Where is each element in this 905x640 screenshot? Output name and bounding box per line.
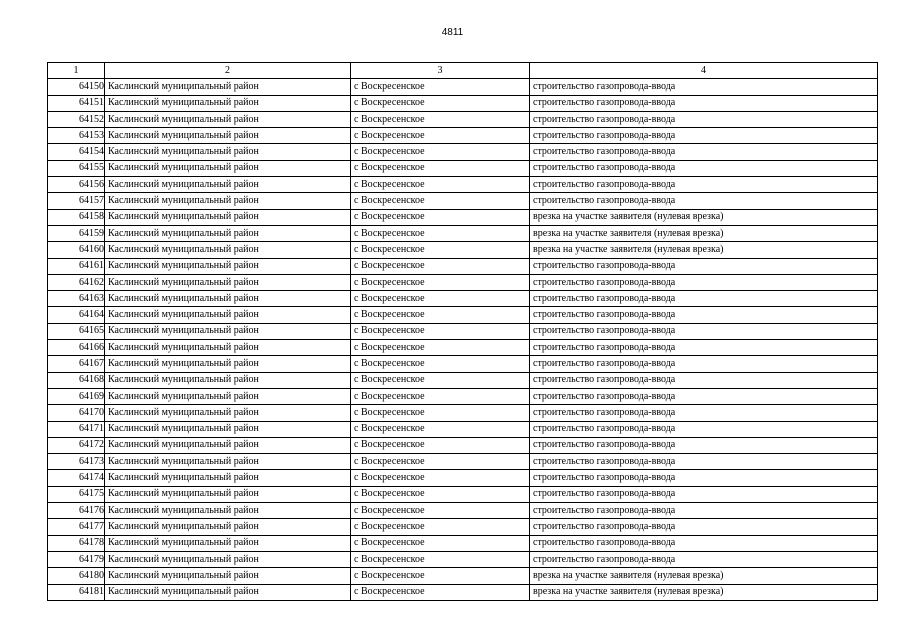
table-row [48,454,878,470]
cell-district: Каслинский муниципальный район [105,340,351,356]
cell-work-type: строительство газопровода-ввода [530,340,878,356]
cell-settlement: с Воскресенское [351,454,530,470]
cell-number: 64160 [48,242,105,258]
cell-district: Каслинский муниципальный район [105,584,351,600]
cell-settlement: с Воскресенское [351,160,530,176]
cell-number: 64166 [48,340,105,356]
cell-district: Каслинский муниципальный район [105,470,351,486]
table-row [48,437,878,453]
table-row [48,242,878,258]
cell-settlement: с Воскресенское [351,519,530,535]
table-row [48,160,878,176]
cell-number: 64173 [48,454,105,470]
cell-work-type: строительство газопровода-ввода [530,454,878,470]
cell-work-type: строительство газопровода-ввода [530,551,878,567]
cell-number: 64181 [48,584,105,600]
cell-settlement: с Воскресенское [351,307,530,323]
cell-work-type: строительство газопровода-ввода [530,323,878,339]
page-number: 4811 [441,27,464,38]
cell-number: 64159 [48,225,105,241]
cell-number: 64150 [48,79,105,95]
cell-district: Каслинский муниципальный район [105,307,351,323]
cell-district: Каслинский муниципальный район [105,225,351,241]
cell-work-type: врезка на участке заявителя (нулевая врезка) [530,225,878,241]
cell-work-type: строительство газопровода-ввода [530,193,878,209]
cell-work-type: строительство газопровода-ввода [530,486,878,502]
cell-number: 64169 [48,388,105,404]
header-col-1: 1 [48,63,105,79]
cell-number: 64162 [48,274,105,290]
cell-district: Каслинский муниципальный район [105,144,351,160]
cell-settlement: с Воскресенское [351,503,530,519]
cell-work-type: строительство газопровода-ввода [530,372,878,388]
cell-district: Каслинский муниципальный район [105,454,351,470]
cell-settlement: с Воскресенское [351,193,530,209]
cell-district: Каслинский муниципальный район [105,519,351,535]
cell-work-type: строительство газопровода-ввода [530,95,878,111]
cell-district: Каслинский муниципальный район [105,291,351,307]
table-row [48,225,878,241]
table-row [48,291,878,307]
cell-district: Каслинский муниципальный район [105,242,351,258]
cell-work-type: строительство газопровода-ввода [530,405,878,421]
cell-district: Каслинский муниципальный район [105,372,351,388]
table-row [48,535,878,551]
cell-settlement: с Воскресенское [351,225,530,241]
cell-district: Каслинский муниципальный район [105,405,351,421]
cell-number: 64161 [48,258,105,274]
cell-number: 64171 [48,421,105,437]
cell-number: 64153 [48,128,105,144]
cell-work-type: строительство газопровода-ввода [530,274,878,290]
cell-settlement: с Воскресенское [351,177,530,193]
table-row [48,372,878,388]
cell-settlement: с Воскресенское [351,470,530,486]
cell-number: 64170 [48,405,105,421]
table-row [48,405,878,421]
cell-number: 64163 [48,291,105,307]
table-row [48,323,878,339]
cell-district: Каслинский муниципальный район [105,356,351,372]
cell-settlement: с Воскресенское [351,405,530,421]
cell-district: Каслинский муниципальный район [105,177,351,193]
cell-work-type: строительство газопровода-ввода [530,177,878,193]
cell-work-type: строительство газопровода-ввода [530,160,878,176]
table-row [48,144,878,160]
cell-number: 64175 [48,486,105,502]
table-row [48,128,878,144]
cell-settlement: с Воскресенское [351,258,530,274]
table-row [48,274,878,290]
cell-settlement: с Воскресенское [351,568,530,584]
cell-work-type: врезка на участке заявителя (нулевая врезка) [530,242,878,258]
header-col-2: 2 [105,63,351,79]
cell-district: Каслинский муниципальный район [105,568,351,584]
cell-work-type: строительство газопровода-ввода [530,503,878,519]
cell-district: Каслинский муниципальный район [105,323,351,339]
cell-number: 64167 [48,356,105,372]
cell-number: 64157 [48,193,105,209]
cell-district: Каслинский муниципальный район [105,437,351,453]
table-row [48,568,878,584]
cell-work-type: строительство газопровода-ввода [530,128,878,144]
header-row [48,63,878,79]
cell-settlement: с Воскресенское [351,340,530,356]
table-row [48,177,878,193]
cell-district: Каслинский муниципальный район [105,421,351,437]
table-row [48,340,878,356]
table-body [48,79,878,601]
table-row [48,503,878,519]
cell-settlement: с Воскресенское [351,323,530,339]
cell-settlement: с Воскресенское [351,242,530,258]
cell-work-type: врезка на участке заявителя (нулевая врезка) [530,568,878,584]
cell-district: Каслинский муниципальный район [105,79,351,95]
cell-work-type: строительство газопровода-ввода [530,111,878,127]
cell-settlement: с Воскресенское [351,584,530,600]
cell-district: Каслинский муниципальный район [105,388,351,404]
cell-number: 64151 [48,95,105,111]
cell-district: Каслинский муниципальный район [105,193,351,209]
cell-number: 64168 [48,372,105,388]
cell-settlement: с Воскресенское [351,291,530,307]
table-row [48,95,878,111]
cell-work-type: строительство газопровода-ввода [530,421,878,437]
cell-district: Каслинский муниципальный район [105,503,351,519]
cell-settlement: с Воскресенское [351,209,530,225]
cell-district: Каслинский муниципальный район [105,535,351,551]
cell-work-type: строительство газопровода-ввода [530,307,878,323]
cell-district: Каслинский муниципальный район [105,258,351,274]
cell-number: 64179 [48,551,105,567]
cell-number: 64172 [48,437,105,453]
cell-district: Каслинский муниципальный район [105,95,351,111]
cell-work-type: строительство газопровода-ввода [530,291,878,307]
table-row [48,486,878,502]
table-row [48,388,878,404]
cell-work-type: строительство газопровода-ввода [530,437,878,453]
cell-number: 64180 [48,568,105,584]
cell-district: Каслинский муниципальный район [105,486,351,502]
cell-work-type: строительство газопровода-ввода [530,388,878,404]
cell-settlement: с Воскресенское [351,388,530,404]
cell-settlement: с Воскресенское [351,144,530,160]
table-header [48,63,878,79]
table-row [48,307,878,323]
table-row [48,584,878,600]
cell-number: 64152 [48,111,105,127]
header-col-4: 4 [530,63,878,79]
table-row [48,519,878,535]
cell-settlement: с Воскресенское [351,551,530,567]
table-row [48,79,878,95]
cell-work-type: врезка на участке заявителя (нулевая врезка) [530,584,878,600]
cell-district: Каслинский муниципальный район [105,274,351,290]
cell-settlement: с Воскресенское [351,372,530,388]
cell-settlement: с Воскресенское [351,486,530,502]
cell-number: 64158 [48,209,105,225]
cell-work-type: строительство газопровода-ввода [530,79,878,95]
cell-district: Каслинский муниципальный район [105,209,351,225]
cell-work-type: строительство газопровода-ввода [530,535,878,551]
cell-number: 64155 [48,160,105,176]
cell-work-type: строительство газопровода-ввода [530,258,878,274]
table-row [48,209,878,225]
table-row [48,356,878,372]
cell-settlement: с Воскресенское [351,111,530,127]
cell-number: 64164 [48,307,105,323]
cell-settlement: с Воскресенское [351,79,530,95]
cell-district: Каслинский муниципальный район [105,111,351,127]
cell-settlement: с Воскресенское [351,95,530,111]
cell-district: Каслинский муниципальный район [105,160,351,176]
cell-number: 64154 [48,144,105,160]
cell-number: 64165 [48,323,105,339]
cell-number: 64176 [48,503,105,519]
table-row [48,193,878,209]
cell-work-type: врезка на участке заявителя (нулевая врезка) [530,209,878,225]
table-row [48,258,878,274]
header-col-3: 3 [351,63,530,79]
cell-settlement: с Воскресенское [351,421,530,437]
cell-district: Каслинский муниципальный район [105,128,351,144]
cell-number: 64174 [48,470,105,486]
cell-work-type: строительство газопровода-ввода [530,470,878,486]
cell-number: 64177 [48,519,105,535]
table-row [48,421,878,437]
cell-settlement: с Воскресенское [351,535,530,551]
cell-settlement: с Воскресенское [351,128,530,144]
cell-settlement: с Воскресенское [351,437,530,453]
cell-settlement: с Воскресенское [351,274,530,290]
cell-work-type: строительство газопровода-ввода [530,519,878,535]
cell-district: Каслинский муниципальный район [105,551,351,567]
table-row [48,470,878,486]
table-row [48,551,878,567]
cell-number: 64178 [48,535,105,551]
cell-work-type: строительство газопровода-ввода [530,356,878,372]
cell-number: 64156 [48,177,105,193]
table-row [48,111,878,127]
registry-table [47,62,878,601]
cell-work-type: строительство газопровода-ввода [530,144,878,160]
cell-settlement: с Воскресенское [351,356,530,372]
